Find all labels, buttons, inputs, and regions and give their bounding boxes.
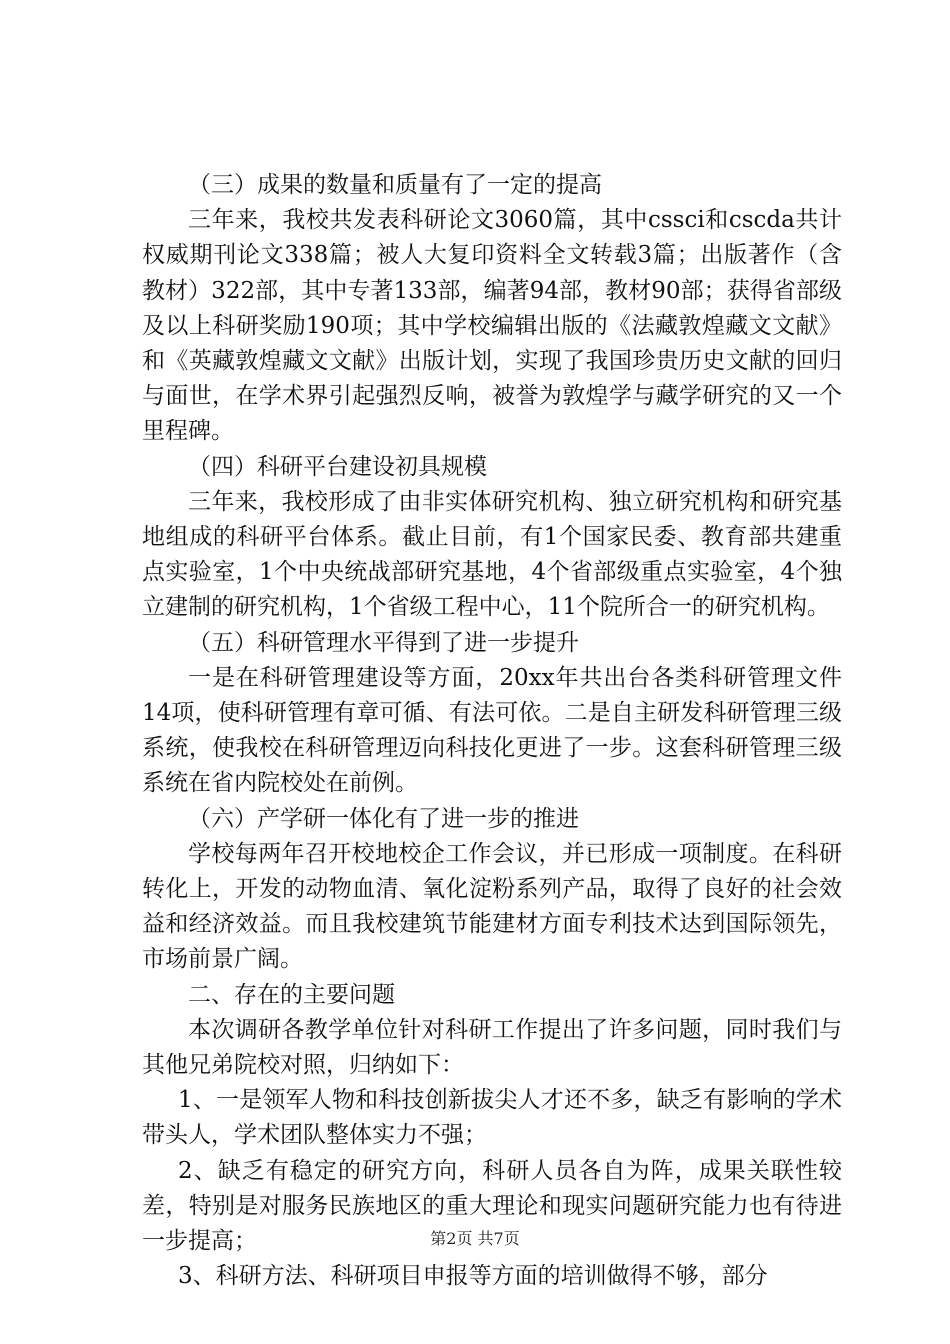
paragraph-problems-intro: 本次调研各教学单位针对科研工作提出了许多问题，同时我们与其他兄弟院校对照，归纳如下： — [142, 1016, 842, 1079]
paragraph-industry: 学校每两年召开校地校企工作会议，并已形成一项制度。在科研转化上，开发的动物血清、氧化淀粉系列产品，取得了良好的社会效益和经济效益。而且我校建筑节能建材方面专利技术达到国际领先，市场前景广阔。 — [142, 840, 842, 973]
section-heading-5: （五）科研管理水平得到了进一步提升 — [188, 629, 579, 656]
list-item-2: 2、缺乏有稳定的研究方向，科研人员各自为阵，成果关联性较差，特别是对服务民族地区的重大理论和现实问题研究能力也有待进一步提高； — [142, 1157, 842, 1255]
section-heading-4: （四）科研平台建设初具规模 — [188, 453, 487, 480]
paragraph-management: 一是在科研管理建设等方面，20xx年共出台各类科研管理文件14项，使科研管理有章可循、有法可依。二是自主研发科研管理三级系统，使我校在科研管理迈向科技化更进了一步。这套科研管理三级系统在省内院校处在前例。 — [142, 664, 842, 797]
section-heading-problems: 二、存在的主要问题 — [188, 981, 395, 1008]
paragraph-achievements: 三年来，我校共发表科研论文3060篇，其中cssci和cscda共计权威期刊论文338篇；被人大复印资料全文转载3篇；出版著作（含教材）322部，其中专著133部，编著94部，教材90部；获得省部级及以上科研奖励190项；其中学校编辑出版的《法藏敦煌藏文文献》和《英藏敦煌藏文文献》出版计划，实现了我国珍贵历史文献的回归与面世，在学术界引起强烈反响，被誉为敦煌学与藏学研究的又一个里程碑。 — [142, 207, 842, 445]
list-item-3: 3、科研方法、科研项目申报等方面的培训做得不够，部分 — [178, 1263, 768, 1290]
section-heading-6: （六）产学研一体化有了进一步的推进 — [188, 805, 579, 832]
paragraph-platform: 三年来，我校形成了由非实体研究机构、独立研究机构和研究基地组成的科研平台体系。截止目前，有1个国家民委、教育部共建重点实验室，1个中央统战部研究基地，4个省部级重点实验室，4个独立建制的研究机构，1个省级工程中心，11个院所合一的研究机构。 — [142, 488, 842, 621]
document-body — [142, 168, 842, 1295]
list-item-1: 1、一是领军人物和科技创新拔尖人才还不多，缺乏有影响的学术带头人，学术团队整体实力不强； — [142, 1087, 842, 1149]
page-number-footer: 第2页 共7页 — [430, 1229, 520, 1248]
section-heading-3: （三）成果的数量和质量有了一定的提高 — [188, 172, 602, 198]
